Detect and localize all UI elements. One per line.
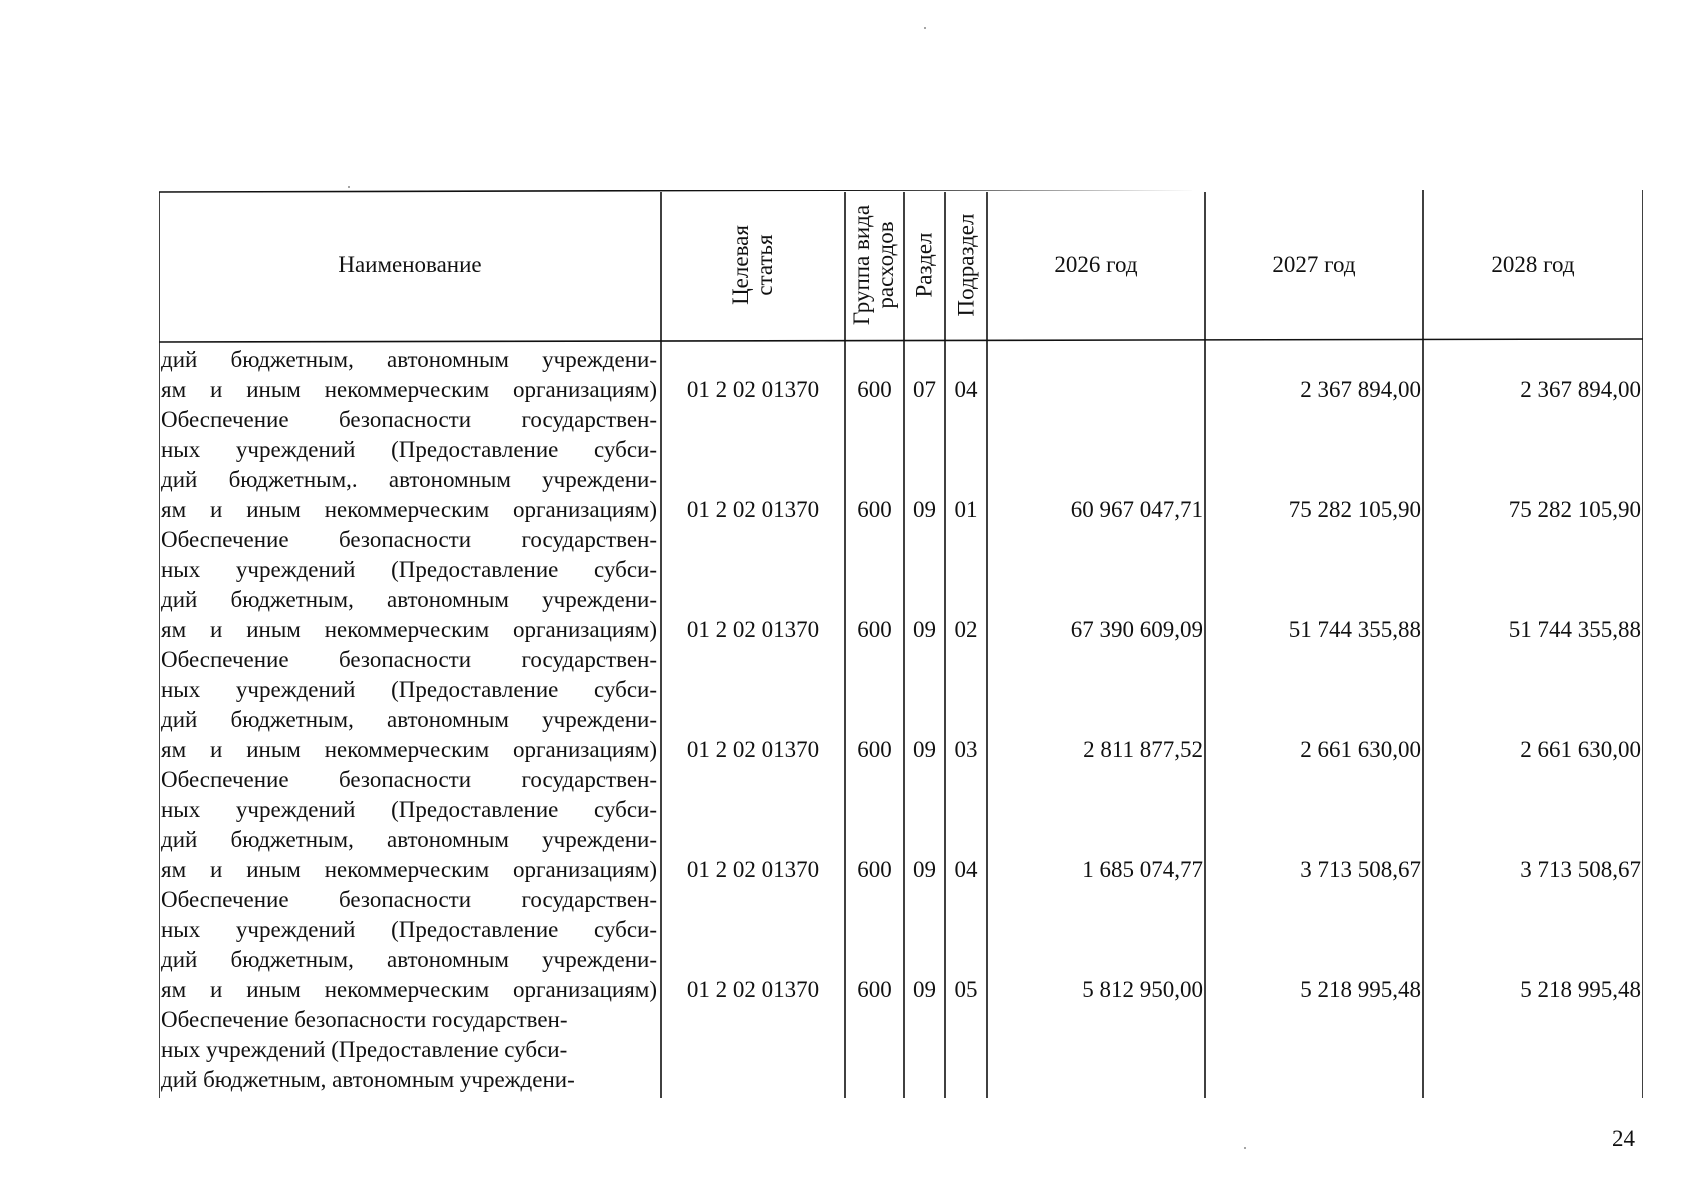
name-line: ных учреждений (Предоставление субси-: [161, 917, 657, 942]
table-row-2027: 3 713 508,67: [1300, 857, 1421, 882]
table-row-2028: 75 282 105,90: [1508, 497, 1641, 522]
table-row-2028: 3 713 508,67: [1520, 857, 1641, 882]
table-row-2027: 2 367 894,00: [1300, 377, 1421, 402]
header-2026-label: 2026 год: [1054, 252, 1138, 277]
table-row-name: [161, 525, 657, 645]
header-name: [159, 190, 661, 340]
table-row-target: 01 2 02 01370: [686, 977, 820, 1002]
header-section-label: Раздел: [911, 232, 937, 298]
name-line: дий бюджетным, автономным учреждени-: [161, 947, 657, 972]
header-2026: [987, 190, 1205, 340]
scan-speck: [348, 186, 350, 188]
table-row-2027: 5 218 995,48: [1300, 977, 1421, 1002]
table-row-subsection: 02: [954, 617, 978, 642]
table-row-2028: 51 744 355,88: [1508, 617, 1641, 642]
table-row-section: 09: [913, 857, 936, 882]
table-row-section: 09: [913, 737, 936, 762]
table-row-group: 600: [857, 737, 892, 762]
table-row-2028: 2 367 894,00: [1520, 377, 1641, 402]
name-line: ных учреждений (Предоставление субси-: [161, 437, 657, 462]
table-row-section: 09: [913, 977, 936, 1002]
header-expense-group: [845, 190, 904, 340]
name-line: Обеспечение безопасности государствен-: [161, 527, 657, 552]
header-2027-label: 2027 год: [1272, 252, 1356, 277]
table-row-group: 600: [857, 977, 892, 1002]
header-2028: [1423, 190, 1643, 340]
name-line: ям и иным некоммерческим организациям): [161, 377, 657, 402]
table-row-2026: 2 811 877,52: [1083, 737, 1203, 762]
name-line: Обеспечение безопасности государствен-: [161, 887, 657, 912]
table-row-target: 01 2 02 01370: [686, 617, 820, 642]
table-row-2026: 67 390 609,09: [1070, 617, 1203, 642]
header-section: [904, 190, 945, 340]
table-row-subsection: 03: [954, 737, 978, 762]
header-subsection: [945, 190, 987, 340]
table-row-group: 600: [857, 857, 892, 882]
table-row-name: [161, 765, 657, 885]
table-row-subsection: 04: [954, 857, 978, 882]
name-line: дий бюджетным, автономным учреждени-: [161, 1067, 575, 1092]
table-row-name: [161, 645, 657, 765]
header-group-line-2: расходов: [873, 221, 899, 309]
header-target-line-1: Целевая: [727, 225, 753, 305]
name-line: дий бюджетным, автономным учреждени-: [161, 827, 657, 852]
table-row-2026: 60 967 047,71: [1070, 497, 1203, 522]
header-target-line-2: статья: [751, 234, 777, 296]
table-row-target: 01 2 02 01370: [686, 857, 820, 882]
budget-table: [159, 190, 1643, 1098]
name-line: ных учреждений (Предоставление субси-: [161, 797, 657, 822]
name-line: ных учреждений (Предоставление субси-: [161, 557, 657, 582]
name-line: ям и иным некоммерческим организациям): [161, 617, 657, 642]
name-line: Обеспечение безопасности государствен-: [161, 407, 657, 432]
table-row-target: 01 2 02 01370: [686, 737, 820, 762]
table-row-subsection: 01: [954, 497, 978, 522]
table-row-2027: 51 744 355,88: [1288, 617, 1421, 642]
table-row-2028: 2 661 630,00: [1520, 737, 1641, 762]
table-row-name: [161, 345, 657, 405]
header-group-line-1: Группа вида: [849, 204, 875, 326]
name-line: Обеспечение безопасности государствен-: [161, 647, 657, 672]
name-line: дий бюджетным, автономным учреждени-: [161, 347, 657, 372]
header-name-label: Наименование: [338, 252, 482, 277]
table-row-section: 09: [913, 617, 936, 642]
table-row-group: 600: [857, 377, 892, 402]
header-target-article: [661, 190, 845, 340]
table-row-group: 600: [857, 617, 892, 642]
name-line: ям и иным некоммерческим организациям): [161, 977, 657, 1002]
header-2027: [1205, 190, 1423, 340]
table-row-target: 01 2 02 01370: [686, 497, 820, 522]
name-line: ных учреждений (Предоставление субси-: [161, 1037, 568, 1062]
table-row-section: 07: [913, 377, 936, 402]
table-row-2027: 75 282 105,90: [1288, 497, 1421, 522]
scan-speck: [1244, 1147, 1246, 1149]
name-line: дий бюджетным, автономным учреждени-: [161, 587, 657, 612]
table-row-name: [161, 405, 657, 525]
table-row-group: 600: [857, 497, 892, 522]
table-row-subsection: 05: [954, 977, 978, 1002]
header-subsection-label: Подраздел: [953, 213, 979, 317]
table-row-2027: 2 661 630,00: [1300, 737, 1421, 762]
table-row-subsection: 04: [954, 377, 978, 402]
name-line: Обеспечение безопасности государствен-: [161, 1007, 568, 1032]
name-line: ям и иным некоммерческим организациям): [161, 737, 657, 762]
scan-speck: [924, 27, 926, 29]
header-2028-label: 2028 год: [1491, 252, 1575, 277]
table-row-2026: 1 685 074,77: [1082, 857, 1203, 882]
name-line: Обеспечение безопасности государствен-: [161, 767, 657, 792]
name-line: дий бюджетным,. автономным учреждени-: [161, 467, 657, 492]
table-row-section: 09: [913, 497, 936, 522]
table-row-name: [161, 885, 657, 1005]
table-row-2028: 5 218 995,48: [1520, 977, 1641, 1002]
name-line: ям и иным некоммерческим организациям): [161, 497, 657, 522]
table-row-name: [161, 1005, 657, 1095]
table-row-2026: 5 812 950,00: [1082, 977, 1203, 1002]
name-line: ных учреждений (Предоставление субси-: [161, 677, 657, 702]
table-row-target: 01 2 02 01370: [686, 377, 820, 402]
name-line: ям и иным некоммерческим организациям): [161, 857, 657, 882]
name-line: дий бюджетным, автономным учреждени-: [161, 707, 657, 732]
page-number: 24: [1612, 1126, 1635, 1151]
